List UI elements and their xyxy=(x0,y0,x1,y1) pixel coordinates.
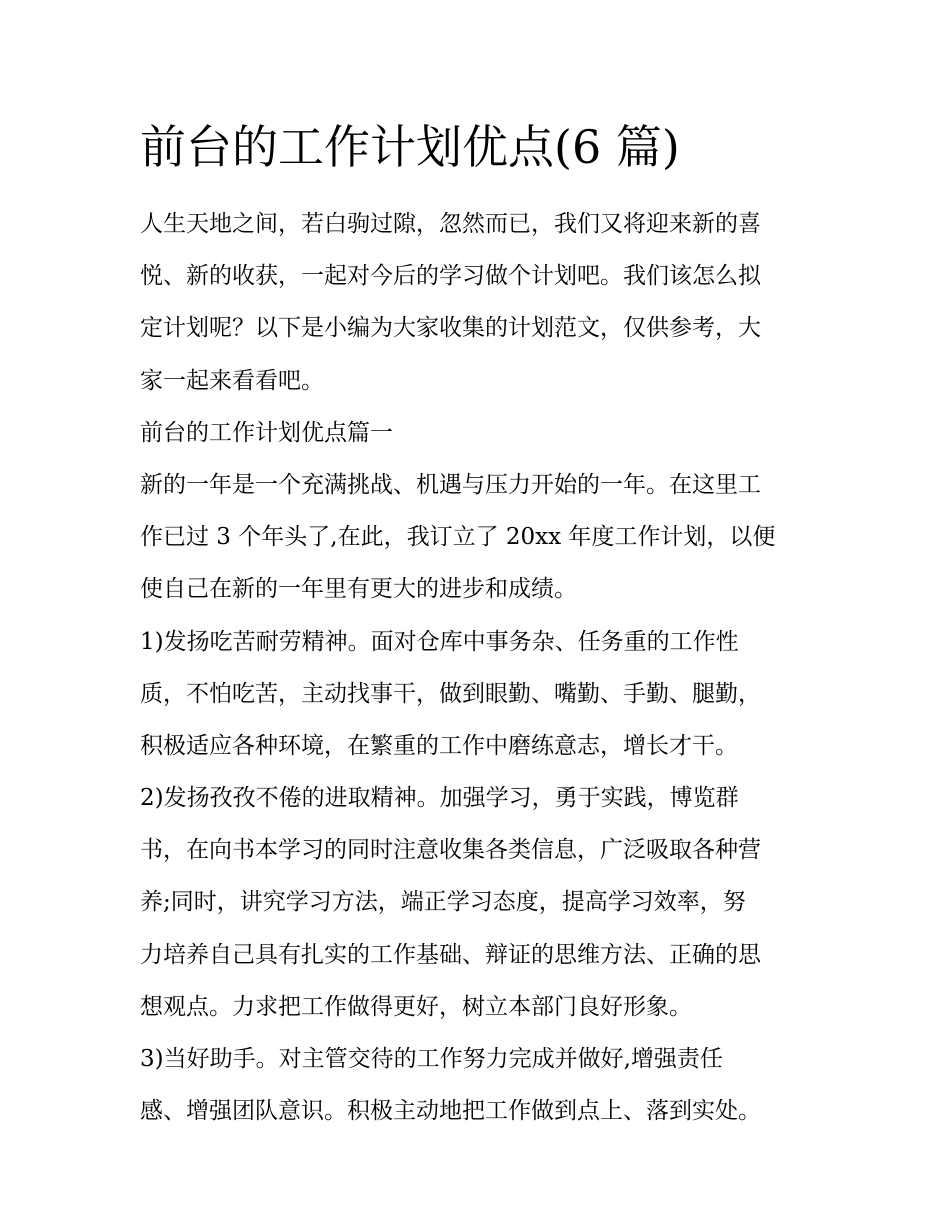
text-line-item-2d: 力培养自己具有扎实的工作基础、辩证的思维方法、正确的思 xyxy=(140,941,761,968)
section-heading-1: 前台的工作计划优点篇一 xyxy=(140,419,393,446)
text-line-item-1b: 质，不怕吃苦，主动找事干，做到眼勤、嘴勤、手勤、腿勤， xyxy=(140,680,761,707)
text-line-item-2a: 2)发扬孜孜不倦的进取精神。加强学习，勇于实践，博览群 xyxy=(140,785,739,812)
text-line-item-1a: 1)发扬吃苦耐劳精神。面对仓库中事务杂、任务重的工作性 xyxy=(140,628,739,655)
document-title: 前台的工作计划优点(6 篇) xyxy=(140,120,680,174)
text-line-intro-4: 家一起来看看吧。 xyxy=(140,367,324,394)
text-line-intro-2: 悦、新的收获，一起对今后的学习做个计划吧。我们该怎么拟 xyxy=(140,263,761,290)
text-line-item-2e: 想观点。力求把工作做得更好，树立本部门良好形象。 xyxy=(140,993,692,1020)
text-line-section-2: 作已过 3 个年头了,在此，我订立了 20xx 年度工作计划，以便 xyxy=(140,524,776,551)
text-line-item-3a: 3)当好助手。对主管交待的工作努力完成并做好,增强责任 xyxy=(140,1046,723,1072)
document-body xyxy=(140,198,820,1137)
text-line-intro-3: 定计划呢？以下是小编为大家收集的计划范文，仅供参考，大 xyxy=(140,315,761,342)
text-line-item-3b: 感、增强团队意识。积极主动地把工作做到点上、落到实处。 xyxy=(140,1098,761,1125)
text-line-section-1: 新的一年是一个充满挑战、机遇与压力开始的一年。在这里工 xyxy=(140,471,761,498)
text-line-item-2b: 书，在向书本学习的同时注意收集各类信息，广泛吸取各种营 xyxy=(140,837,761,864)
text-line-section-3: 使自己在新的一年里有更大的进步和成绩。 xyxy=(140,576,577,603)
text-line-intro-1: 人生天地之间，若白驹过隙，忽然而已，我们又将迎来新的喜 xyxy=(140,211,761,237)
text-line-item-2c: 养;同时，讲究学习方法，端正学习态度，提高学习效率，努 xyxy=(140,889,746,916)
text-line-item-1c: 积极适应各种环境，在繁重的工作中磨练意志，增长才干。 xyxy=(140,732,738,759)
